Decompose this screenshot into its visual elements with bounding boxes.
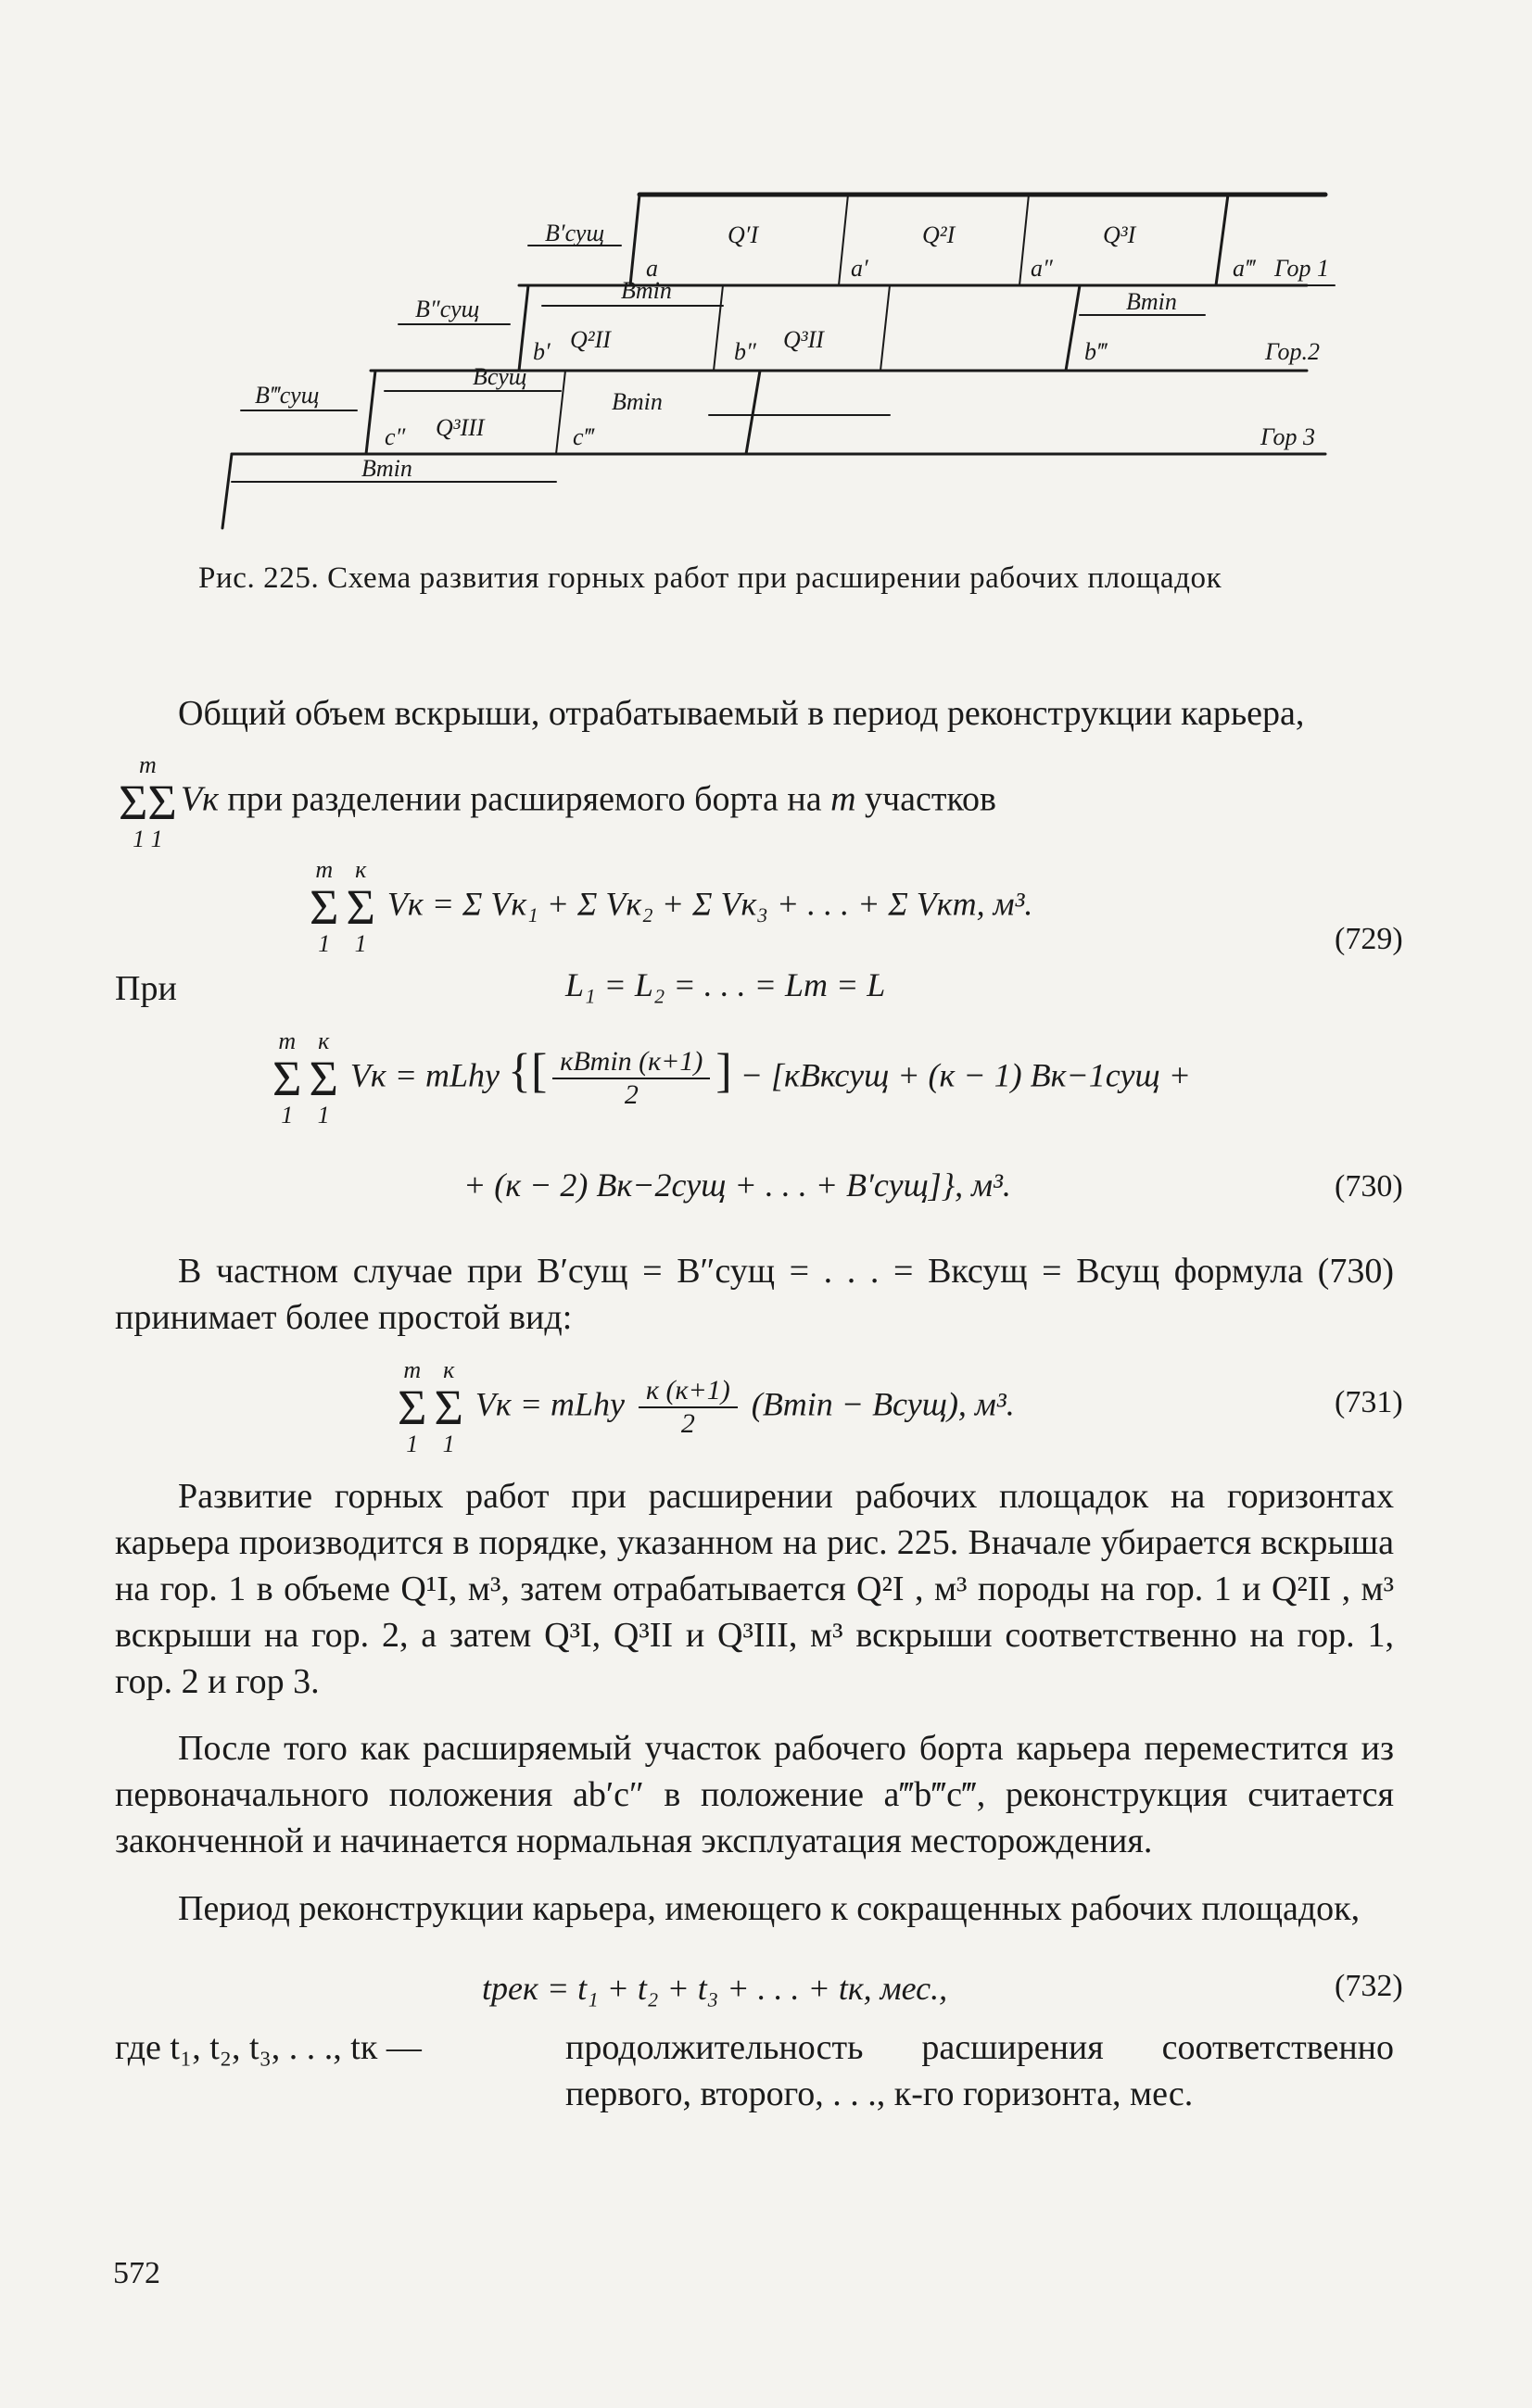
label-horizon-2: Гор.2 xyxy=(1265,338,1320,365)
label-a3: a‴ xyxy=(1233,255,1255,282)
label-q2-3: Q³II xyxy=(783,326,824,353)
figure-225 xyxy=(185,176,1390,547)
label-b2: b″ xyxy=(734,338,756,365)
label-b-exist-1: B′сущ xyxy=(545,220,605,246)
paragraph-development: Развитие горных работ при расширении рабочих площадок на горизонтах карьера производится в порядке, указанном на рис. 225. Вначале убирается вскрыша на гор. 1 в объеме Q¹I, м³, затем отрабатывается Q²I , м³ породы на гор. 1 и Q²II , м³ вскрыши на гор. 2, а затем Q³I, Q³II и Q³III, м³ вскрыши соответственно на гор. 1, гор. 2 и гор 3. xyxy=(115,1477,1394,1701)
equation-number-729: (729) xyxy=(1335,922,1403,956)
label-a1: a′ xyxy=(851,255,868,282)
label-b3: b‴ xyxy=(1084,338,1107,365)
equation-730-line2: + (к − 2) Bк−2сущ + . . . + B′сущ]}, м³. xyxy=(463,1166,1011,1204)
paragraph-period: Период реконструкции карьера, имеющего к сокращенных рабочих площадок, xyxy=(178,1889,1361,1928)
label-horizon-3: Гор 3 xyxy=(1260,423,1315,450)
label-pri: При xyxy=(115,969,177,1008)
label-q2-2: Q²II xyxy=(570,326,611,353)
label-b-min-2: Bmin xyxy=(1126,288,1177,315)
where-label: где t₁, t₂, t₃, . . ., tк — xyxy=(115,2028,422,2067)
equation-number-732: (732) xyxy=(1335,1969,1403,2003)
label-b-exist: Bсущ xyxy=(473,363,527,390)
label-b: b′ xyxy=(533,338,551,365)
equation-number-731: (731) xyxy=(1335,1385,1403,1419)
page-number: 572 xyxy=(113,2256,160,2290)
paragraph-reconstruction: После того как расширяемый участок рабочего борта карьера переместится из первоначального положения ab′c″ в положение a‴b‴c‴, реконструкция считается законченной и начинается нормальная эксплуатация месторождения. xyxy=(115,1729,1394,1860)
paragraph-special-case: В частном случае при B′сущ = B″сущ = . . . = Bксущ = Bсущ формула (730) принимает более простой вид: xyxy=(115,1252,1394,1337)
equation-number-730: (730) xyxy=(1335,1169,1403,1204)
where-text: продолжительность расширения соответственно первого, второго, . . ., к-го горизонта, мес. xyxy=(565,2028,1394,2113)
equation-732: tрек = t₁ + t₂ + t₃ + . . . + tк, мес., xyxy=(482,1970,948,2007)
equation-731: m Σ 1 к Σ 1 Vк = mLhу $\frac{к (к+1)}{2}$ (Bmin − Bсущ), м³. xyxy=(398,1356,1015,1457)
label-c3: c‴ xyxy=(573,423,594,450)
equation-729: m Σ 1 к Σ 1 Vк = Σ Vк₁ + Σ Vк₂ + Σ Vк₃ + . . . + Σ Vкm, м³. xyxy=(310,856,1033,957)
label-b-exist-2: B″сущ xyxy=(415,296,480,322)
sum-symbol: m ΣΣ 1 1 xyxy=(119,751,177,852)
label-a: a xyxy=(646,255,658,282)
label-a2: a″ xyxy=(1031,255,1053,282)
label-horizon-1: Гор 1 xyxy=(1274,255,1329,282)
equation-l: L₁ = L₂ = . . . = Lm = L xyxy=(565,966,886,1003)
label-b-min-1: Bmin xyxy=(621,277,672,304)
figure-caption: Рис. 225. Схема развития горных работ при расширении рабочих площадок xyxy=(198,561,1222,595)
label-c: c″ xyxy=(385,423,406,450)
label-q1-2: Q²I xyxy=(922,221,956,248)
label-q1-1: Q′I xyxy=(728,221,759,248)
label-b-min-4: Bmin xyxy=(361,455,412,482)
label-q3-3: Q³III xyxy=(436,414,485,441)
paragraph-intro-cont: m ΣΣ 1 1 Vк при разделении расширяемого борта на m участков xyxy=(119,751,996,852)
equation-730-line1: m Σ 1 к Σ 1 Vк = mLhу {[ $\frac{кBmin (к+1)}{2}$ ] − [кBксущ + (к − 1) Bк−1сущ + xyxy=(272,1027,1191,1128)
label-q1-3: Q³I xyxy=(1103,221,1136,248)
label-b-exist-3: B‴сущ xyxy=(255,382,320,409)
paragraph-intro: Общий объем вскрыши, отрабатываемый в период реконструкции карьера, xyxy=(178,694,1305,733)
label-b-min-3: Bmin xyxy=(612,388,663,415)
